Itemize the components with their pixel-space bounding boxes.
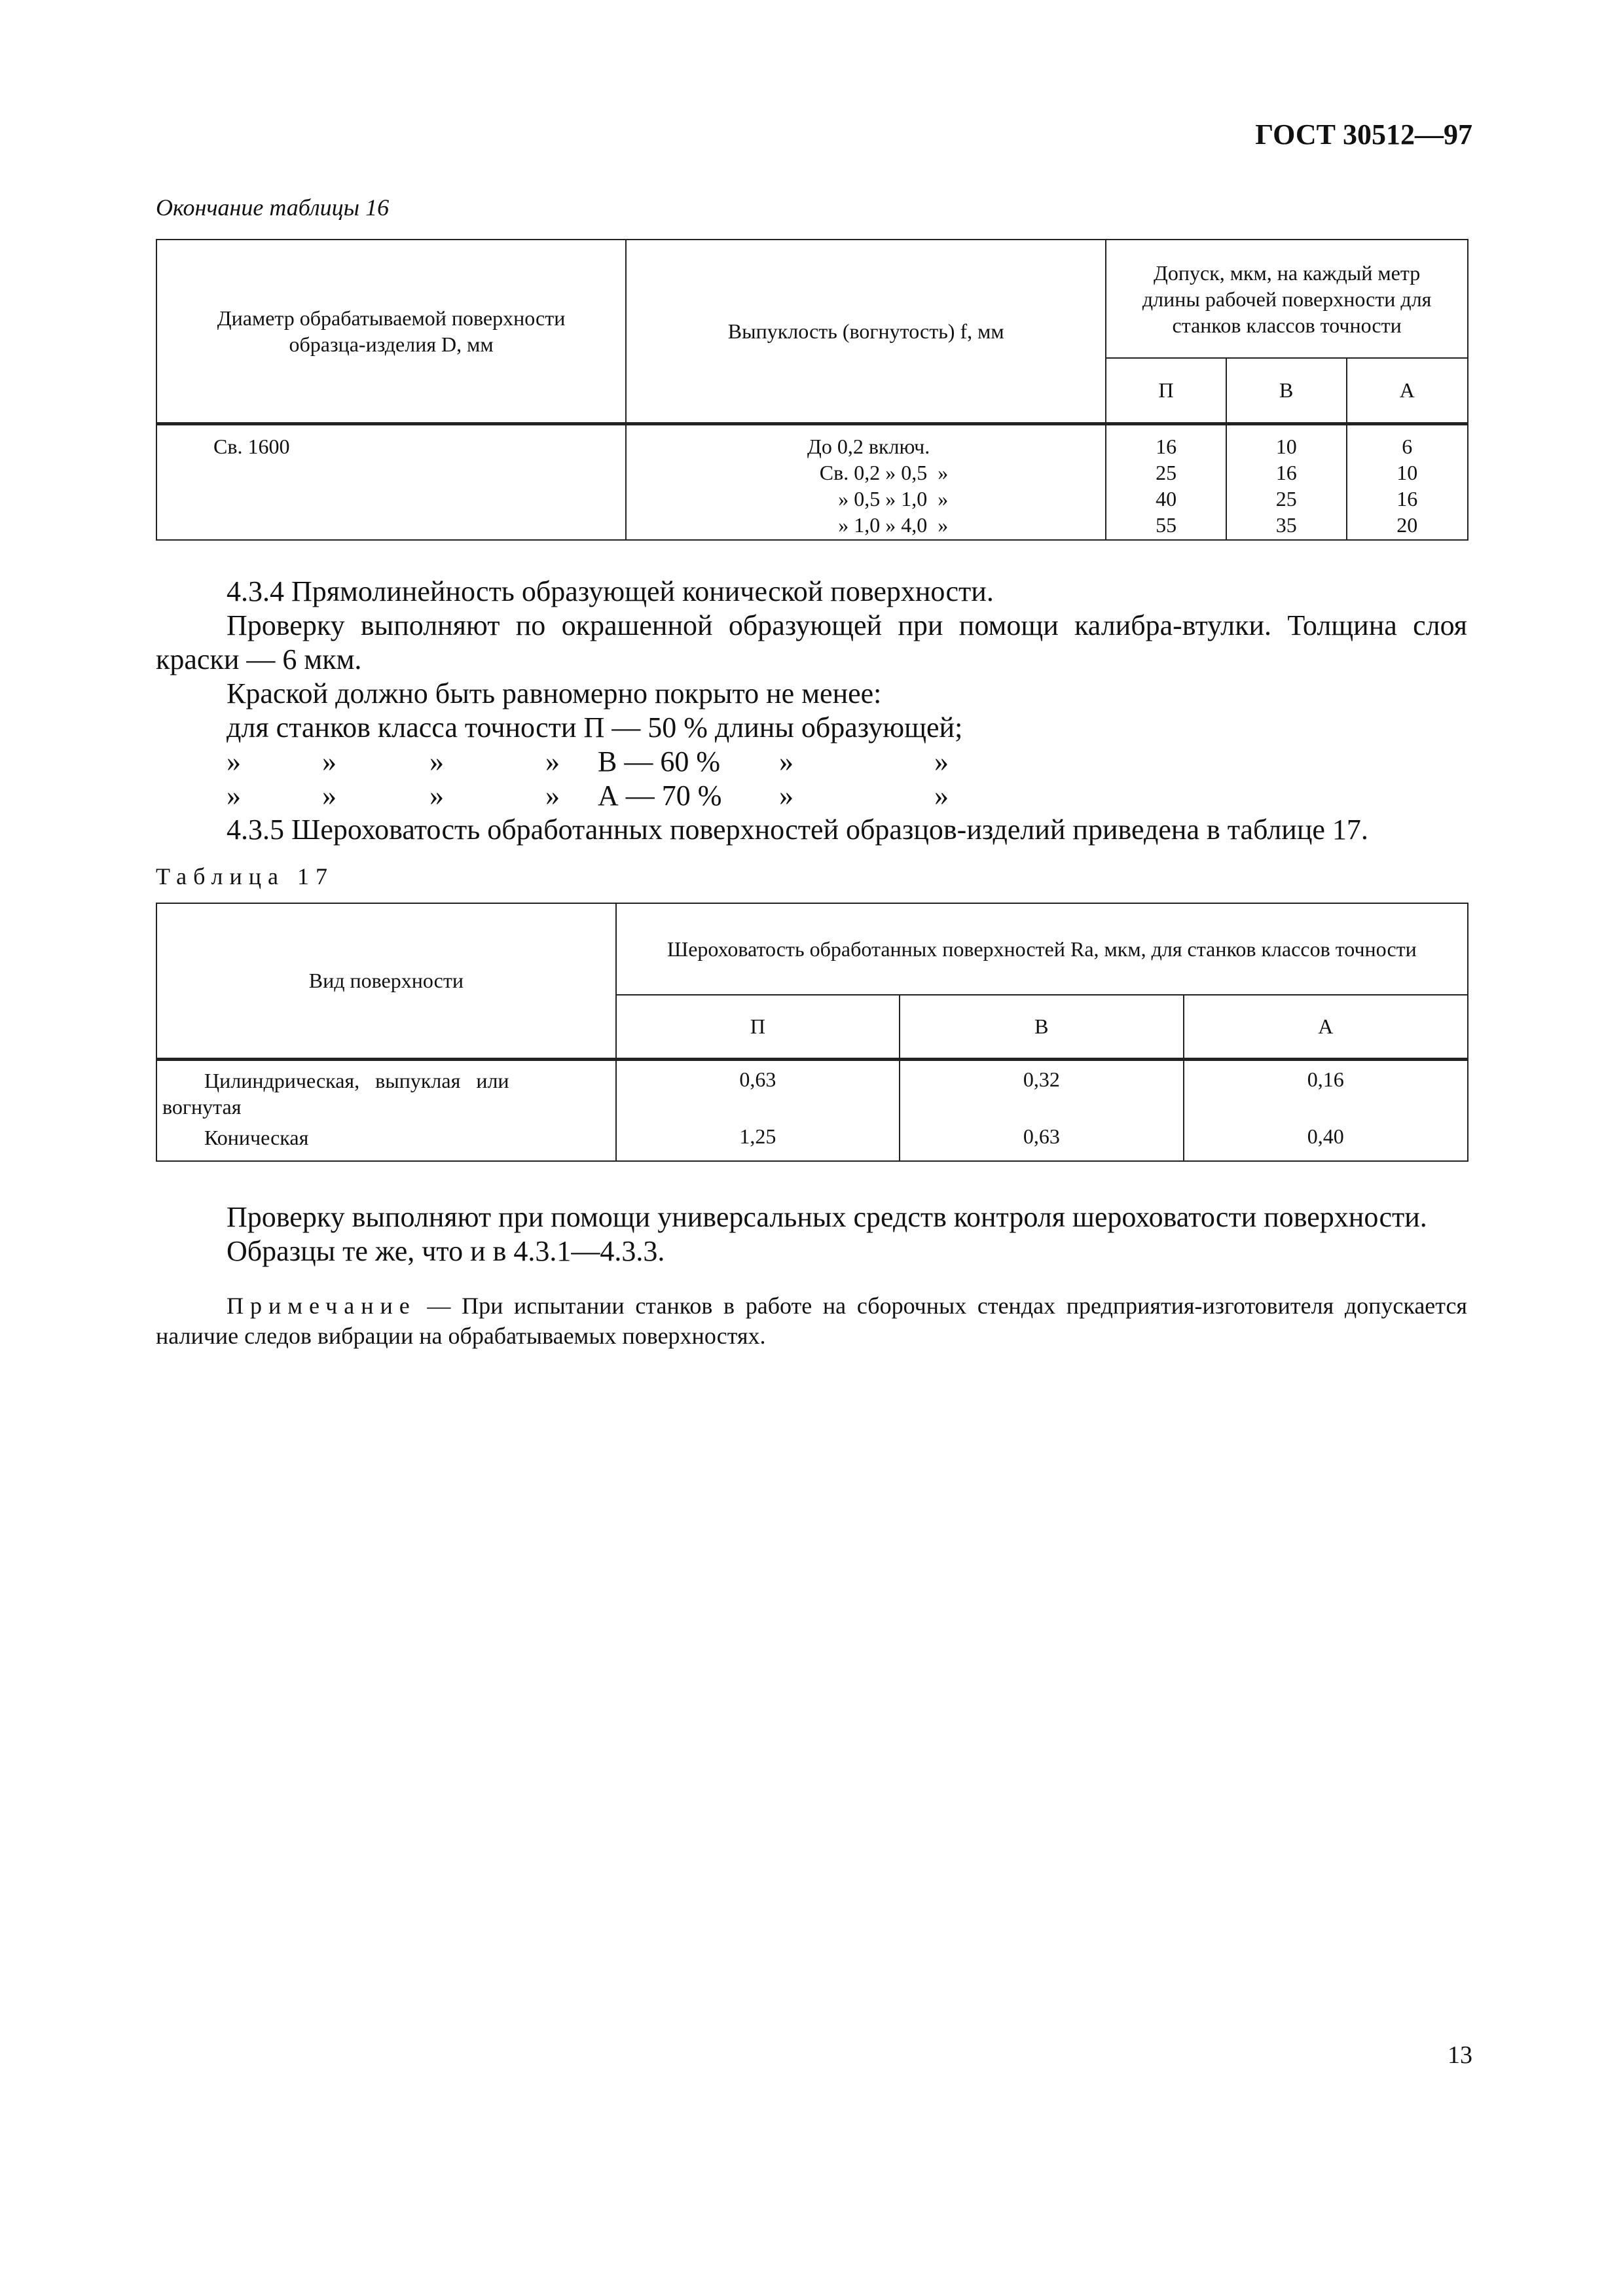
table17-value: 1,25 [616,1124,900,1161]
table16-convexity-row: » 0,5 » 1,0 » [838,486,949,511]
ditto-mark: » [545,745,560,778]
table16-values-a [1347,423,1468,540]
ditto-mark: » [779,745,793,778]
ditto-mark: » [429,780,444,812]
note-text: — При испытании станков в работе на сборочных стендах предприятия-изготовителя допускается наличие следов вибрации на обрабатываемых поверхностях. [156,1293,1467,1349]
table17-row-name-line2: вогнутая [162,1094,242,1119]
table16-value: 16 [1156,434,1177,458]
class-a-percent: А — 70 % [598,780,722,812]
table17-class-p: П [616,995,900,1059]
section-434-check: Проверку выполняют по окрашенной образующей при помощи калибра-втулки. Толщина слоя краски — 6 мкм. [156,609,1467,675]
table17-header-surface: Вид поверхности [156,903,616,1059]
document-code: ГОСТ 30512—97 [1255,118,1472,151]
section-434-line1: для станков класса точности П — 50 % длины образующей; [227,711,963,744]
ditto-mark: » [429,745,444,778]
table17-row-name: Коническая [156,1124,616,1161]
ditto-mark: » [934,745,949,778]
table16-convexity-cell [626,423,1106,540]
table17-class-b: В [900,995,1183,1059]
ditto-mark: » [322,780,337,812]
note [156,1291,1467,1351]
note-label: Примечание [227,1293,416,1319]
page-number: 13 [1448,2041,1472,2069]
section-434-line2 [0,745,1623,779]
table16-value: 25 [1275,486,1297,511]
class-b-percent: В — 60 % [598,745,720,778]
table17-value: 0,16 [1184,1059,1468,1124]
table16-values-b [1226,423,1347,540]
table17-header-roughness: Шероховатость обработанных поверхностей Ra, мкм, для станков классов точности [616,903,1468,995]
table16-value: 16 [1275,460,1297,484]
ditto-mark: » [779,780,793,812]
table16-value: 25 [1156,460,1177,484]
table16-convexity-row: » 1,0 » 4,0 » [838,512,949,537]
table17-value: 0,63 [900,1124,1183,1161]
table16-class-p: П [1106,358,1226,423]
table16-diameter-cell [156,423,626,540]
table16-header-diameter: Диаметр обрабатываемой поверхности образца-изделия D, мм [156,240,626,423]
section-434-line3 [0,779,1623,813]
ditto-mark: » [322,745,337,778]
table16-caption: Окончание таблицы 16 [156,194,390,221]
section-434-title: 4.3.4 Прямолинейность образующей конической поверхности. [227,575,994,607]
table16-value: 6 [1402,434,1413,458]
table16-header-convexity: Выпуклость (вогнутость) f, мм [626,240,1106,423]
table16-convexity-row: Св. 0,2 » 0,5 » [819,460,949,484]
table17-class-a: А [1184,995,1468,1059]
section-434-paint: Краской должно быть равномерно покрыто не менее: [227,677,882,709]
table16-value: 10 [1396,460,1418,484]
table17-value: 0,40 [1184,1124,1468,1161]
after-table-check: Проверку выполняют при помощи универсальных средств контроля шероховатости поверхности. [227,1201,1427,1233]
section-435-text: 4.3.5 Шероховатость обработанных поверхностей образцов-изделий приведена в таблице 17. [227,814,1368,846]
table16-values-p [1106,423,1226,540]
table16-value: 10 [1275,434,1297,458]
table17-row-name [156,1059,616,1124]
after-table-samples: Образцы те же, что и в 4.3.1—4.3.3. [227,1235,665,1267]
table17-row-name-line1: Цилиндрическая, выпуклая или [204,1068,509,1092]
table16-class-a: А [1347,358,1468,423]
table16-value: 16 [1396,486,1418,511]
table16-value: 40 [1156,486,1177,511]
table16-convexity-row: До 0,2 включ. [807,434,930,458]
table-16 [156,239,1468,541]
ditto-mark: » [227,745,241,778]
ditto-mark: » [934,780,949,812]
table16-header-tolerance: Допуск, мкм, на каждый метр длины рабочей поверхности для станков классов точности [1106,240,1468,358]
table-17 [156,903,1468,1162]
table17-caption: Таблица 17 [156,863,334,889]
table17-value: 0,32 [900,1059,1183,1124]
table16-value: 35 [1275,512,1297,537]
table16-class-b: В [1226,358,1347,423]
table16-diameter: Св. 1600 [213,434,290,458]
table17-value: 0,63 [616,1059,900,1124]
table16-value: 55 [1156,512,1177,537]
ditto-mark: » [227,780,241,812]
table16-value: 20 [1396,512,1418,537]
ditto-mark: » [545,780,560,812]
